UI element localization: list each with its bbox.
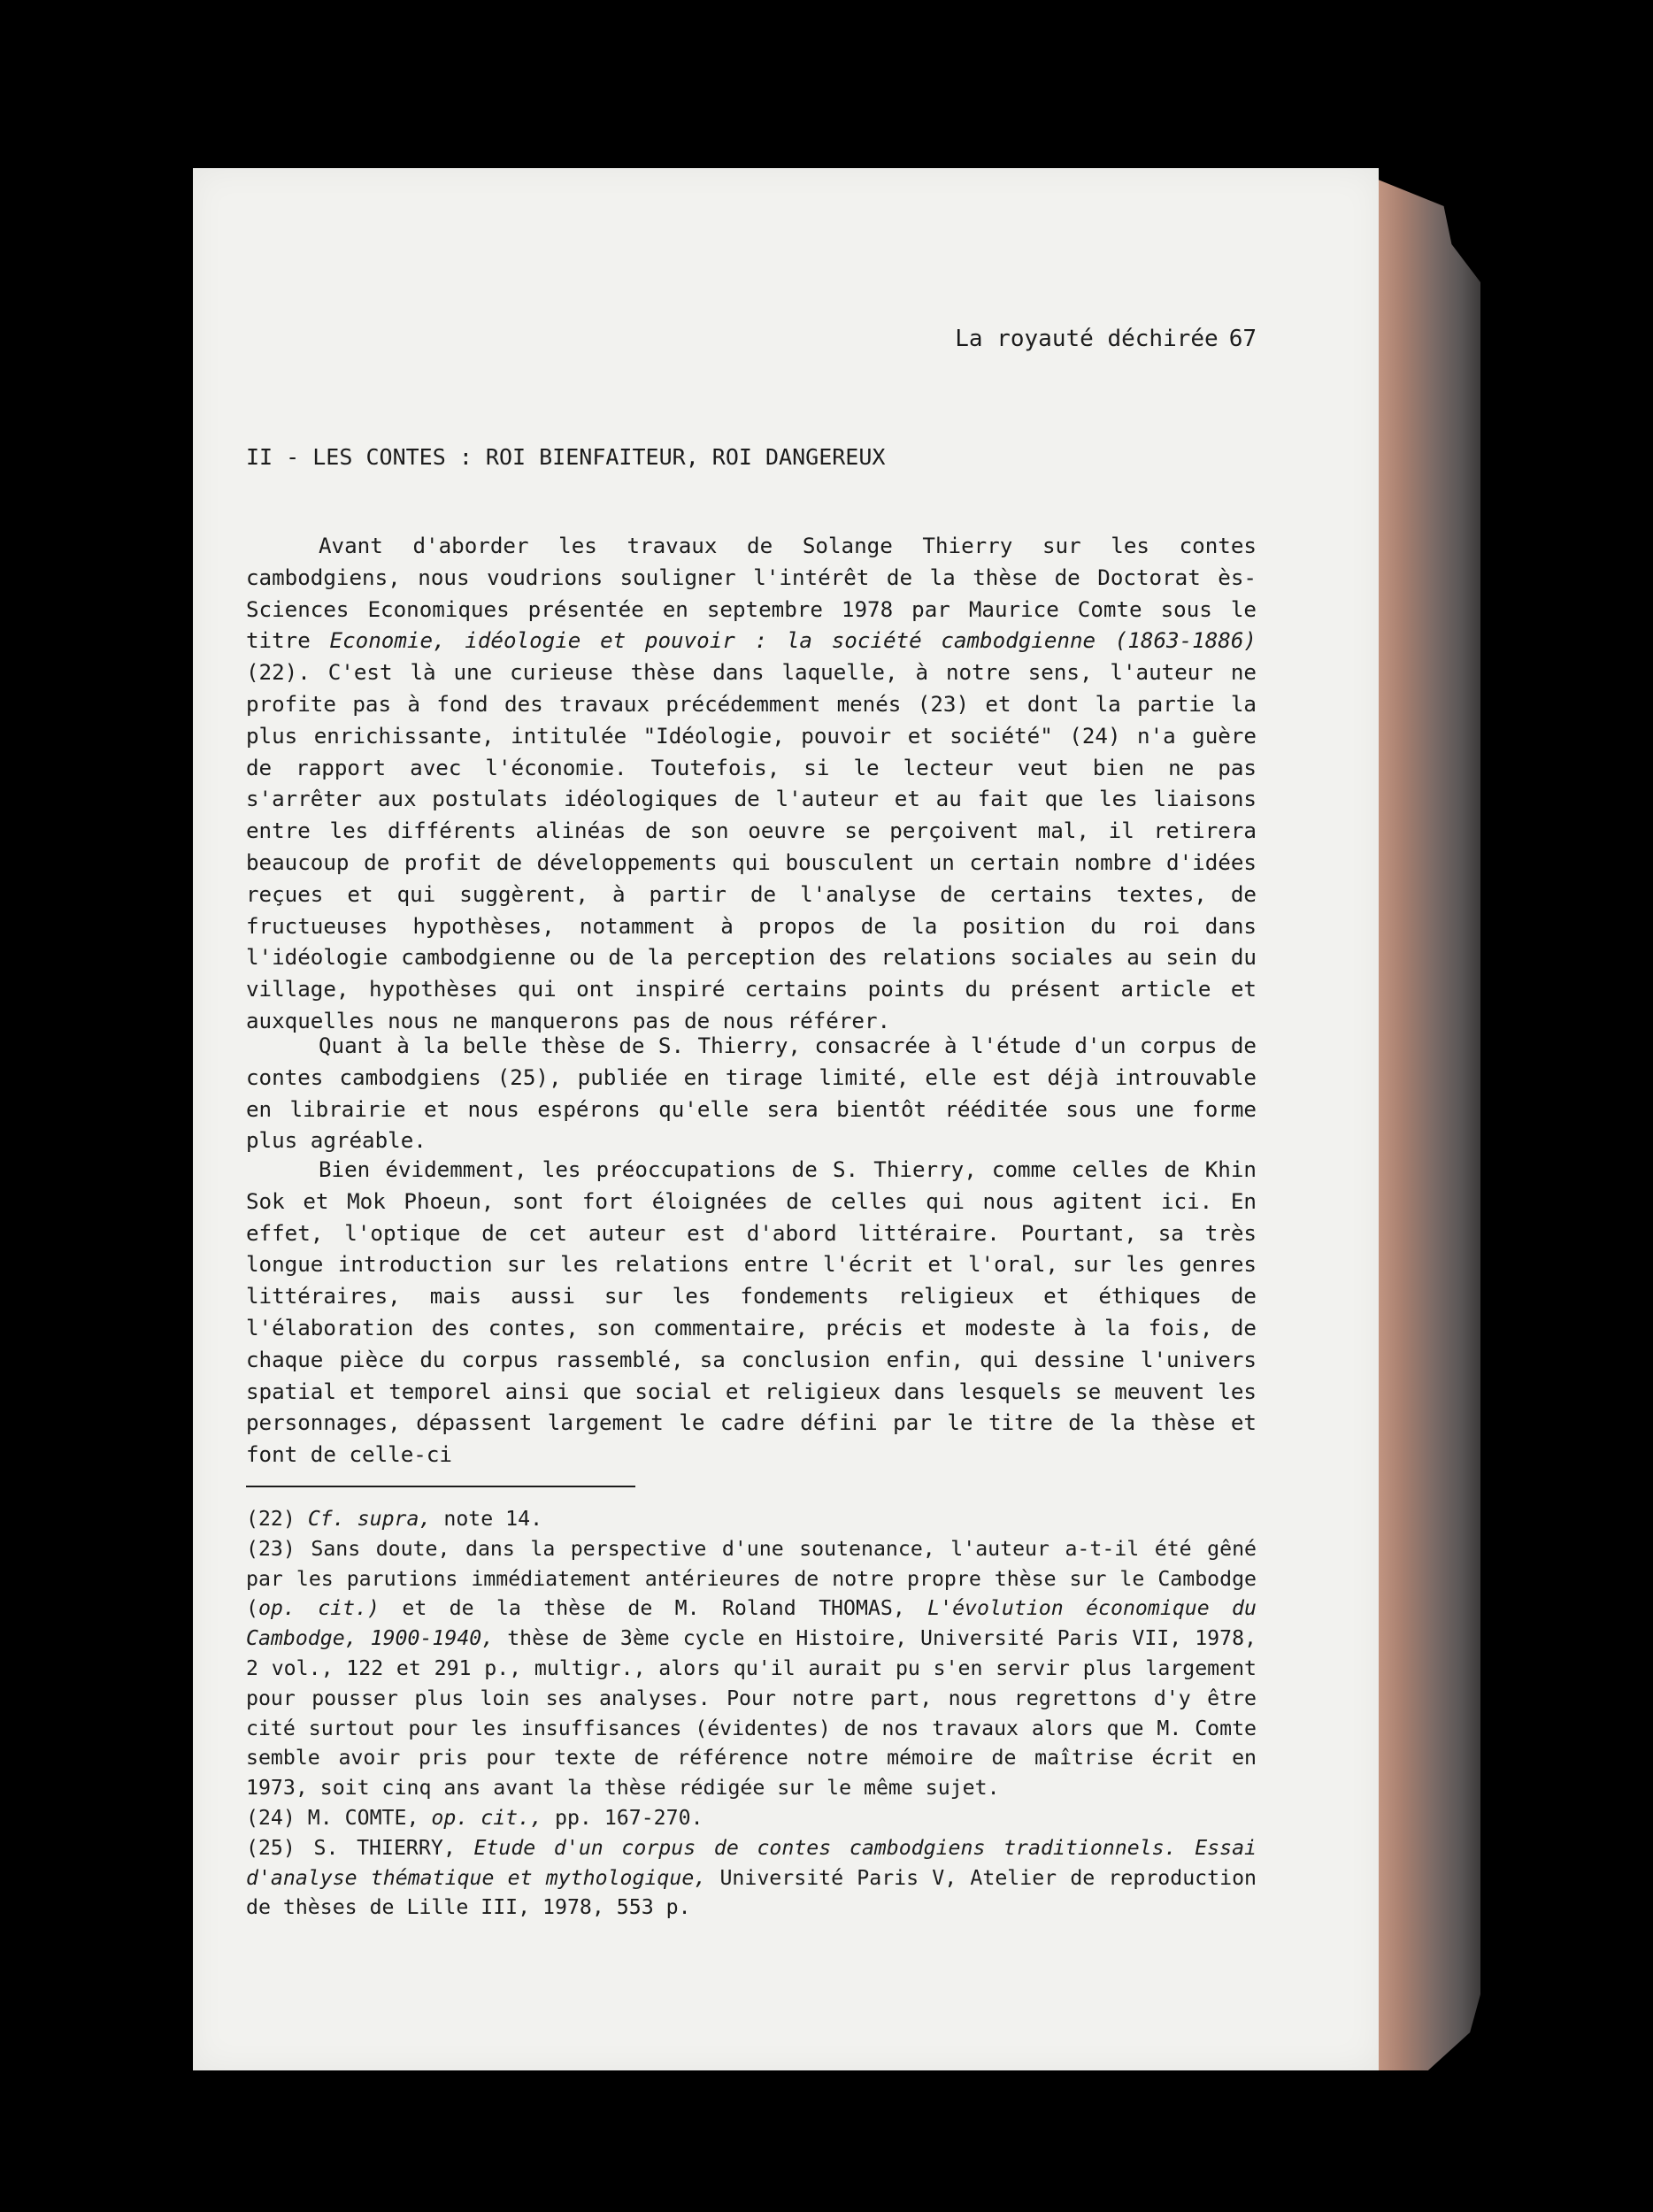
footnote-24 bbox=[246, 1803, 1257, 1833]
paragraph-1 bbox=[246, 531, 1257, 1038]
footnote-25-book-title: Etude d'un corpus de contes cambodgiens traditionnels. Essai d'analyse thématique et mythologique, bbox=[246, 1835, 1257, 1890]
footnote-22-italic: Cf. supra, bbox=[307, 1507, 432, 1531]
footnote-22-number: (22) bbox=[246, 1507, 308, 1531]
footnote-23-book-title: L'évolution économique du Cambodge, 1900-1940, bbox=[246, 1596, 1257, 1651]
paragraph-3-text: Bien évidemment, les préoccupations de S. Thierry, comme celles de Khin Sok et Mok Phoeun, sont fort éloignées de celles qui nous agitent ici. En effet, l'optique de cet auteur est d'abord littéraire. Pourtant, sa très longue introduction sur les relations entre l'écrit et l'oral, sur les genres littéraires, mais aussi sur les fondements religieux et éthiques de l'élaboration des contes, son commentaire, précis et modeste à la fois, de chaque pièce du corpus rassemblé, sa conclusion enfin, qui dessine l'univers spatial et temporel ainsi que social et religieux dans lesquels se meuvent les personnages, dépassent largement le cadre défini par le titre de la thèse et font de celle-ci bbox=[246, 1157, 1257, 1468]
paragraph-1-book-title: Economie, idéologie et pouvoir : la société cambodgienne (1863-1886) bbox=[329, 628, 1257, 654]
paragraph-3 bbox=[246, 1155, 1257, 1471]
footnotes bbox=[246, 1504, 1257, 1923]
footnote-25 bbox=[246, 1833, 1257, 1923]
section-heading: II - LES CONTES : ROI BIENFAITEUR, ROI DANGEREUX bbox=[246, 444, 886, 470]
paragraph-2 bbox=[246, 1031, 1257, 1157]
footnote-24-italic: op. cit., bbox=[431, 1805, 543, 1830]
page-number: 67 bbox=[1228, 326, 1257, 352]
paragraph-2-text: Quant à la belle thèse de S. Thierry, consacrée à l'étude d'un corpus de contes cambodgiens (25), publiée en tirage limité, elle est déjà introuvable en librairie et nous espérons qu'elle sera bientôt rééditée sous une forme plus agréable. bbox=[246, 1033, 1257, 1154]
footnote-25-text-a: (25) S. THIERRY, bbox=[246, 1835, 474, 1860]
footnote-23-text-b: et de la thèse de M. Roland THOMAS, bbox=[380, 1596, 928, 1621]
paragraph-1-text-b: (22). C'est là une curieuse thèse dans laquelle, à notre sens, l'auteur ne profite pas à fond des travaux précédemment menés (23) et dont la partie la plus enrichissante, intitulée "Idéologie, pouvoir et société" (24) n'a guère de rapport avec l'économie. Toutefois, si le lecteur veut bien ne pas s'arrêter aux postulats idéologiques de l'auteur et au fait que les liaisons entre les différents alinéas de son oeuvre se perçoivent mal, il retirera beaucoup de profit de développements qui bousculent un certain nombre d'idées reçues et qui suggèrent, à partir de l'analyse de certains textes, de fructueuses hypothèses, notamment à propos de la position du roi dans l'idéologie cambodgienne ou de la perception des relations sociales au sein du village, hypothèses qui ont inspiré certains points du présent article et auxquelles nous ne manquerons pas de nous référer. bbox=[246, 660, 1257, 1033]
running-head bbox=[903, 326, 1257, 352]
footnote-22-text: note 14. bbox=[431, 1507, 543, 1531]
running-head-title: La royauté déchirée bbox=[955, 326, 1219, 352]
footnote-22 bbox=[246, 1504, 1257, 1534]
footnote-23-text-c: thèse de 3ème cycle en Histoire, Université Paris VII, 1978, 2 vol., 122 et 291 p., multigr., alors qu'il aurait pu s'en servir plus largement pour pousser plus loin ses analyses. Pour notre part, nous regrettons d'y être cité surtout pour les insuffisances (évidentes) de nos travaux alors que M. Comte semble avoir pris pour texte de référence notre mémoire de maîtrise écrit en 1973, soit cinq ans avant la thèse rédigée sur le même sujet. bbox=[246, 1626, 1257, 1801]
footnote-25-text-b: Université Paris V, Atelier de reproduction de thèses de Lille III, 1978, 553 p. bbox=[246, 1865, 1257, 1920]
footnote-rule bbox=[246, 1486, 635, 1487]
paragraph-1-text-a: Avant d'aborder les travaux de Solange Thierry sur les contes cambodgiens, nous voudrions souligner l'intérêt de la thèse de Doctorat ès-Sciences Economiques présentée en septembre 1978 par Maurice Comte sous le titre bbox=[246, 534, 1257, 654]
footnote-23-italic-a: op. cit.) bbox=[258, 1596, 381, 1621]
footnote-23 bbox=[246, 1534, 1257, 1803]
footnote-24-text-a: (24) M. COMTE, bbox=[246, 1805, 432, 1830]
footnote-23-text-a: (23) Sans doute, dans la perspective d'une soutenance, l'auteur a-t-il été gêné par les parutions immédiatement antérieures de notre propre thèse sur le Cambodge ( bbox=[246, 1536, 1257, 1621]
footnote-24-text-b: pp. 167-270. bbox=[542, 1805, 703, 1830]
